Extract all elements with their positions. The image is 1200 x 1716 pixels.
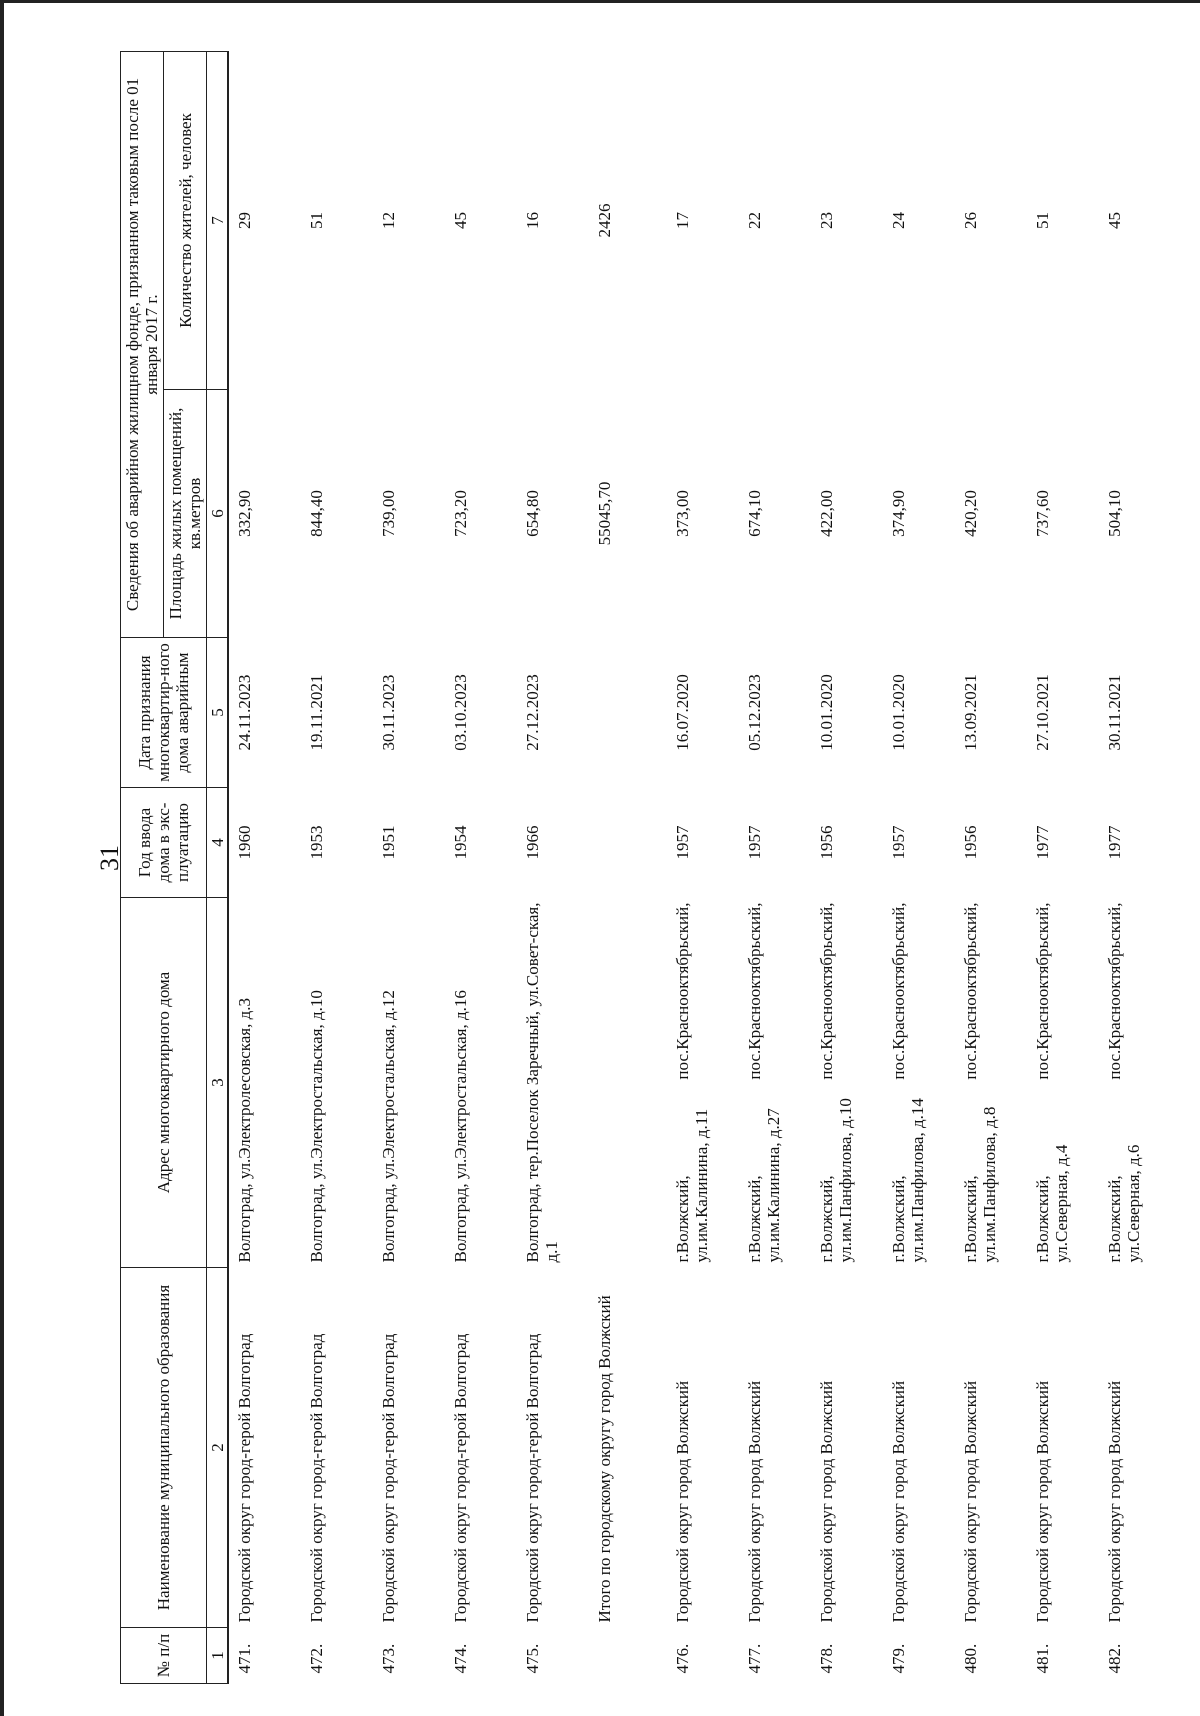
row-year: 1957: [673, 825, 693, 860]
row-address: г.Волжский, пос.Краснооктябрьский, ул.им.Панфилова, д.14: [889, 902, 928, 1263]
row-municipality: Городской округ город-герой Волгоград: [235, 1333, 255, 1623]
row-residents: 26: [961, 212, 981, 229]
row-number: 473.: [379, 1643, 399, 1674]
scan-edge-top: [0, 0, 1200, 3]
total-label: Итого по городскому округу город Волжский: [595, 1295, 615, 1623]
row-municipality: Городской округ город Волжский: [1105, 1380, 1125, 1623]
row-residents: 23: [817, 212, 837, 229]
row-year: 1966: [523, 825, 543, 860]
row-number: 475.: [523, 1643, 543, 1674]
row-municipality: Городской округ город Волжский: [817, 1380, 837, 1623]
header-year: Год ввода дома в экс-плуатацию: [121, 788, 207, 898]
header-area: Площадь жилых помещений, кв.метров: [164, 390, 207, 638]
header-col-number: 2: [207, 1268, 229, 1628]
row-address: г.Волжский, пос.Краснооктябрьский, ул.им.Калинина, д.11: [673, 902, 712, 1263]
row-residents: 45: [1105, 212, 1125, 229]
row-residents: 16: [523, 212, 543, 229]
row-area: 654,80: [523, 490, 543, 537]
row-year: 1977: [1033, 825, 1053, 860]
row-date: 16.07.2020: [673, 674, 693, 751]
row-date: 10.01.2020: [817, 674, 837, 751]
table-row: [301, 52, 373, 1684]
row-residents: 24: [889, 212, 909, 229]
table-row: [883, 52, 955, 1684]
row-date: 05.12.2023: [745, 674, 765, 751]
row-municipality: Городской округ город Волжский: [673, 1380, 693, 1623]
row-year: 1957: [745, 825, 765, 860]
header-col-number: 1: [207, 1628, 229, 1684]
row-municipality: Городской округ город Волжский: [745, 1380, 765, 1623]
row-municipality: Городской округ город-герой Волгоград: [451, 1333, 471, 1623]
total-residents: 2426: [595, 203, 615, 238]
header-col-number: 4: [207, 788, 229, 898]
row-area: 374,90: [889, 490, 909, 537]
row-date: 24.11.2023: [235, 674, 255, 751]
row-address: г.Волжский, пос.Краснооктябрьский, ул.им.Калинина, д.27: [745, 902, 784, 1263]
row-address: г.Волжский, пос.Краснооктябрьский, ул.Северная, д.4: [1033, 902, 1072, 1263]
row-address: Волгоград, ул.Электростальская, д.10: [307, 990, 327, 1263]
header-date: Дата признания многоквартир-ного дома аварийным: [121, 638, 207, 788]
table-row: [1027, 52, 1099, 1684]
row-year: 1956: [961, 825, 981, 860]
row-date: 10.01.2020: [889, 674, 909, 751]
table-row: [517, 52, 589, 1684]
row-number: 476.: [673, 1643, 693, 1674]
row-area: 739,00: [379, 490, 399, 537]
rotated-table-container: [120, 52, 1144, 1684]
table-row: [955, 52, 1027, 1684]
row-area: 737,60: [1033, 490, 1053, 537]
row-residents: 12: [379, 212, 399, 229]
row-number: 472.: [307, 1643, 327, 1674]
row-area: 420,20: [961, 490, 981, 537]
row-address: Волгоград, тер.Поселок Заречный, ул.Совет-ская, д.1: [523, 902, 562, 1263]
row-year: 1956: [817, 825, 837, 860]
row-residents: 29: [235, 212, 255, 229]
row-number: 474.: [451, 1643, 471, 1674]
header-col-number: 6: [207, 390, 229, 638]
row-area: 504,10: [1105, 490, 1125, 537]
table-row: [228, 52, 301, 1684]
table-header: [121, 52, 229, 1684]
row-area: 373,00: [673, 490, 693, 537]
header-col-number: 5: [207, 638, 229, 788]
row-municipality: Городской округ город-герой Волгоград: [379, 1333, 399, 1623]
row-date: 13.09.2021: [961, 674, 981, 751]
header-group: Сведения об аварийном жилищном фонде, признанном таковым после 01 января 2017 г.: [121, 52, 164, 638]
row-date: 30.11.2021: [1105, 674, 1125, 751]
row-address: г.Волжский, пос.Краснооктябрьский, ул.им.Панфилова, д.10: [817, 902, 856, 1263]
total-area: 55045,70: [595, 481, 615, 546]
row-number: 478.: [817, 1643, 837, 1674]
row-residents: 45: [451, 212, 471, 229]
row-area: 844,40: [307, 490, 327, 537]
row-date: 30.11.2023: [379, 674, 399, 751]
row-year: 1957: [889, 825, 909, 860]
row-municipality: Городской округ город-герой Волгоград: [523, 1333, 543, 1623]
emergency-housing-table: [120, 51, 1171, 1684]
header-municipality: Наименование муниципального образования: [121, 1268, 207, 1628]
row-municipality: Городской округ город Волжский: [961, 1380, 981, 1623]
row-area: 332,90: [235, 490, 255, 537]
table-body: [228, 52, 1171, 1684]
row-area: 422,00: [817, 490, 837, 537]
scan-edge-left: [0, 0, 4, 1716]
row-municipality: Городской округ город-герой Волгоград: [307, 1333, 327, 1623]
header-address: Адрес многоквартирного дома: [121, 898, 207, 1268]
row-number: 471.: [235, 1643, 255, 1674]
row-residents: 51: [1033, 212, 1053, 229]
row-number: 480.: [961, 1643, 981, 1674]
row-number: 479.: [889, 1643, 909, 1674]
header-col-number: 7: [207, 52, 229, 390]
row-year: 1977: [1105, 825, 1125, 860]
row-address: Волгоград, ул.Электростальская, д.16: [451, 990, 471, 1263]
row-residents: 51: [307, 212, 327, 229]
table-row: [739, 52, 811, 1684]
row-date: 27.12.2023: [523, 674, 543, 751]
row-year: 1951: [379, 825, 399, 860]
row-year: 1953: [307, 825, 327, 860]
row-year: 1954: [451, 825, 471, 860]
row-municipality: Городской округ город Волжский: [889, 1380, 909, 1623]
row-number: 482.: [1105, 1643, 1125, 1674]
row-area: 723,20: [451, 490, 471, 537]
table-row: [1099, 52, 1171, 1684]
row-residents: 17: [673, 212, 693, 229]
row-residents: 22: [745, 212, 765, 229]
header-col-number: 3: [207, 898, 229, 1268]
row-area: 674,10: [745, 490, 765, 537]
row-date: 27.10.2021: [1033, 674, 1053, 751]
total-row: [589, 52, 667, 1684]
page-number: 31: [95, 845, 124, 871]
row-address: г.Волжский, пос.Краснооктябрьский, ул.Северная, д.6: [1105, 902, 1144, 1263]
table-row: [445, 52, 517, 1684]
row-year: 1960: [235, 825, 255, 860]
row-number: 477.: [745, 1643, 765, 1674]
table-row: [667, 52, 739, 1684]
row-date: 03.10.2023: [451, 674, 471, 751]
row-number: 481.: [1033, 1643, 1053, 1674]
row-date: 19.11.2021: [307, 674, 327, 751]
row-address: Волгоград, ул.Электролесовская, д.3: [235, 997, 255, 1263]
row-address: Волгоград, ул.Электростальская, д.12: [379, 990, 399, 1263]
table-row: [811, 52, 883, 1684]
header-residents: Количество жителей, человек: [164, 52, 207, 390]
row-municipality: Городской округ город Волжский: [1033, 1380, 1053, 1623]
row-address: г.Волжский, пос.Краснооктябрьский, ул.им.Панфилова, д.8: [961, 902, 1000, 1263]
table-row: [373, 52, 445, 1684]
header-no: № п/п: [121, 1628, 207, 1684]
